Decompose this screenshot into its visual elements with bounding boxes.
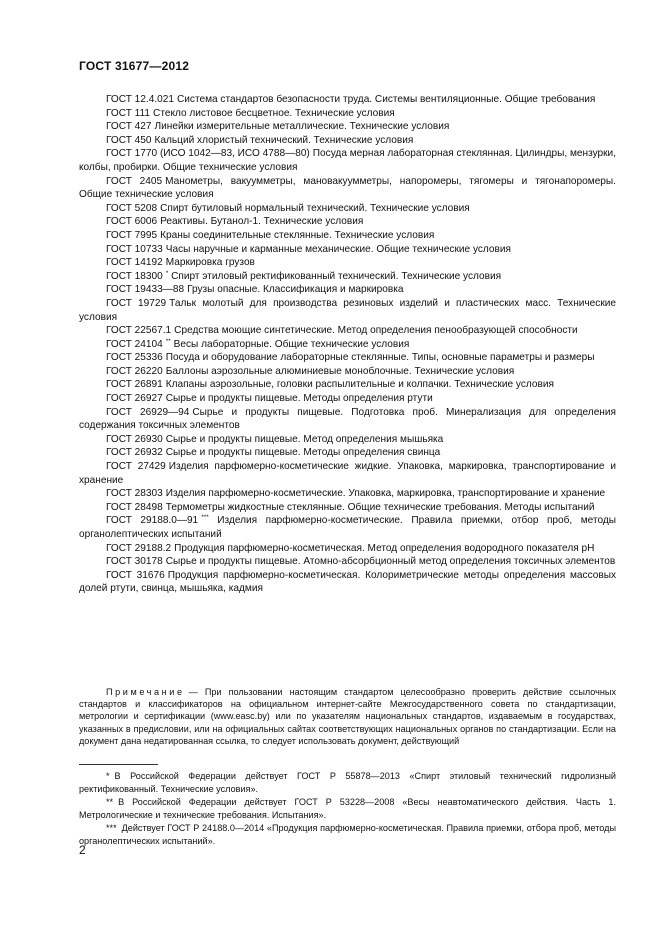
- note-text: — При пользовании настоящим стандартом целесообразно проверить действие ссылочных стандартов и классификаторов на официальном интернет-сайте Межгосударственного совета по стандартизации, метрологии и сертификации (www.easc.by) или по указателям национальных стандартов, издаваемым в государствах, указанных в предисловии, или на официальных сайтах соответствующих национальных органов по стандартизации. Если на документ дана недатированная ссылка, то следует использовать документ, действующий: [79, 687, 616, 746]
- reference-item: [79, 487, 616, 501]
- reference-item: [79, 243, 616, 257]
- reference-title: Изделия парфюмерно-косметические. Упаковка, маркировка, транспортирование и хранение: [165, 488, 606, 500]
- reference-title: Часы наручные и карманные механические. Общие технические условия: [165, 243, 512, 255]
- reference-code: ГОСТ 6006: [106, 216, 158, 228]
- reference-code: ГОСТ 1770 (ИСО 1042—83, ИСО 4788—80): [106, 148, 310, 160]
- reference-item: [79, 215, 616, 229]
- reference-title: Сырье и продукты пищевые. Атомно-абсорбционный метод определения токсичных элементов: [165, 556, 616, 568]
- footnote-mark: **: [106, 797, 114, 808]
- page-number: 2: [79, 843, 86, 857]
- reference-title: Сырье и продукты пищевые. Методы определения свинца: [165, 447, 441, 459]
- reference-item: [79, 107, 616, 121]
- reference-code: ГОСТ 111: [106, 107, 151, 119]
- reference-code: ГОСТ 29188.2: [106, 542, 172, 554]
- reference-item: [79, 542, 616, 556]
- note-label: Примечание: [106, 687, 185, 697]
- reference-title: Средства моющие синтетические. Метод определения пенообразующей способности: [174, 325, 578, 337]
- reference-item: [79, 555, 616, 569]
- footnote-item: [79, 796, 616, 821]
- reference-code: ГОСТ 28303: [106, 488, 163, 500]
- reference-title: Продукция парфюмерно-косметическая. Колориметрические методы определения массовых долей ртути, свинца, мышьяка, кадмия: [79, 569, 617, 595]
- document-header-title: ГОСТ 31677—2012: [79, 59, 190, 73]
- reference-title: Посуда мерная лабораторная стеклянная. Цилиндры, мензурки, колбы, пробирки. Общие технические условия: [79, 148, 616, 173]
- footnote-marker: **: [165, 337, 171, 345]
- reference-item: [79, 351, 616, 365]
- reference-code: ГОСТ 31676: [106, 569, 165, 581]
- footnote-separator: [79, 764, 158, 765]
- reference-item: [79, 270, 616, 284]
- reference-title: Линейки измерительные металлические. Технические условия: [154, 121, 450, 133]
- reference-item: [79, 433, 616, 447]
- reference-item: [79, 338, 616, 352]
- reference-code: ГОСТ 19729: [106, 297, 167, 309]
- reference-title: Изделия парфюмерно-косметические жидкие. Упаковка, маркировка, транспортирование и хранение: [79, 461, 616, 486]
- reference-item: [79, 446, 616, 460]
- reference-title: Кальций хлористый технический. Технические условия: [154, 134, 414, 146]
- reference-title: Клапаны аэрозольные, головки распылительные и колпачки. Технические условия: [165, 379, 554, 391]
- reference-item: [79, 569, 616, 596]
- reference-item: [79, 283, 616, 297]
- reference-item: [79, 392, 616, 406]
- reference-code: ГОСТ 5208: [106, 202, 158, 214]
- reference-code: ГОСТ 450: [106, 134, 152, 146]
- reference-code: ГОСТ 24104: [106, 338, 163, 350]
- reference-title: Спирт этиловый ректификованный технический. Технические условия: [171, 270, 502, 282]
- normative-references-list: [79, 93, 616, 596]
- reference-title: Баллоны аэрозольные алюминиевые моноблочные. Технические условия: [165, 365, 515, 377]
- footnote-item: [79, 770, 616, 795]
- reference-title: Посуда и оборудование лабораторные стеклянные. Типы, основные параметры и размеры: [165, 352, 595, 364]
- reference-code: ГОСТ 7995: [106, 229, 158, 241]
- reference-title: Грузы опасные. Классификация и маркировка: [187, 284, 404, 296]
- reference-title: Краны соединительные стеклянные. Технические условия: [160, 229, 435, 241]
- reference-title: Термометры жидкостные стеклянные. Общие технические требования. Методы испытаний: [165, 501, 595, 513]
- reference-code: ГОСТ 14192: [106, 257, 163, 269]
- reference-code: ГОСТ 26220: [106, 365, 163, 377]
- reference-title: Весы лабораторные. Общие технические условия: [173, 338, 410, 350]
- reference-code: ГОСТ 19433—88: [106, 284, 185, 296]
- reference-item: [79, 202, 616, 216]
- reference-code: ГОСТ 25336: [106, 352, 163, 364]
- footnote-marker: ***: [201, 514, 209, 522]
- reference-title: Тальк молотый для производства резиновых изделий и пластических масс. Технические условия: [79, 297, 616, 323]
- reference-item: [79, 514, 616, 541]
- reference-title: Система стандартов безопасности труда. Системы вентиляционные. Общие требования: [176, 94, 596, 105]
- reference-code: ГОСТ 22567.1: [106, 325, 172, 337]
- footnote-text: В Российской Федерации действует ГОСТ Р 53228—2008 «Весы неавтоматического действия. Часть 1. Метрологические и технические требования. Испытания».: [79, 797, 616, 820]
- reference-item: [79, 256, 616, 270]
- reference-item: [79, 365, 616, 379]
- reference-item: [79, 378, 616, 392]
- reference-title: Сырье и продукты пищевые. Метод определения мышьяка: [165, 433, 444, 445]
- reference-title: Сырье и продукты пищевые. Подготовка проб. Минерализация для определения содержания токсичных элементов: [79, 406, 616, 432]
- reference-code: ГОСТ 30178: [106, 556, 163, 568]
- reference-code: ГОСТ 26929—94: [106, 406, 190, 418]
- reference-title: Маркировка грузов: [165, 257, 255, 269]
- note-paragraph: [79, 686, 616, 747]
- reference-item: [79, 93, 616, 107]
- reference-item: [79, 134, 616, 148]
- reference-title: Продукция парфюмерно-косметическая. Метод определения водородного показателя рН: [174, 542, 595, 554]
- reference-item: [79, 147, 616, 174]
- reference-item: [79, 297, 616, 324]
- footnote-text: Действует ГОСТ Р 24188.0—2014 «Продукция парфюмерно-косметическая. Правила приемки, отбора проб, методы органолептических испытаний».: [79, 823, 616, 846]
- reference-code: ГОСТ 26932: [106, 447, 163, 459]
- reference-title: Реактивы. Бутанол-1. Технические условия: [160, 216, 364, 228]
- footnotes-list: [79, 770, 616, 849]
- reference-code: ГОСТ 27429: [106, 461, 166, 473]
- reference-code: ГОСТ 2405: [106, 175, 163, 187]
- reference-code: ГОСТ 28498: [106, 501, 163, 513]
- reference-item: [79, 460, 616, 487]
- reference-item: [79, 406, 616, 433]
- reference-item: [79, 175, 616, 202]
- reference-title: Спирт бутиловый нормальный технический. Технические условия: [160, 202, 470, 214]
- reference-code: ГОСТ 26927: [106, 393, 163, 405]
- reference-code: ГОСТ 26930: [106, 433, 163, 445]
- footnote-marker: *: [165, 269, 169, 277]
- reference-code: ГОСТ 18300: [106, 270, 163, 282]
- reference-title: Изделия парфюмерно-косметические. Правила приемки, отбор проб, методы органолептических испытаний: [79, 515, 617, 540]
- reference-code: ГОСТ 12.4.021: [106, 94, 174, 105]
- reference-code: ГОСТ 10733: [106, 243, 163, 255]
- reference-item: [79, 120, 616, 134]
- footnote-text: В Российской Федерации действует ГОСТ Р 55878—2013 «Спирт этиловый технический гидролизный ректификованный. Технические условия».: [79, 771, 616, 794]
- reference-code: ГОСТ 26891: [106, 379, 163, 391]
- reference-item: [79, 324, 616, 338]
- reference-title: Стекло листовое бесцветное. Технические условия: [153, 107, 395, 119]
- reference-code: ГОСТ 29188.0—91: [106, 515, 199, 527]
- reference-item: [79, 229, 616, 243]
- reference-item: [79, 501, 616, 515]
- footnote-mark: ***: [106, 823, 117, 834]
- reference-title: Манометры, вакуумметры, мановакуумметры, напоромеры, тягомеры и тягонапоромеры. Общие технические условия: [79, 175, 616, 201]
- footnote-item: [79, 822, 616, 847]
- reference-code: ГОСТ 427: [106, 121, 152, 133]
- reference-title: Сырье и продукты пищевые. Методы определения ртути: [165, 393, 433, 405]
- footnote-mark: *: [106, 771, 110, 781]
